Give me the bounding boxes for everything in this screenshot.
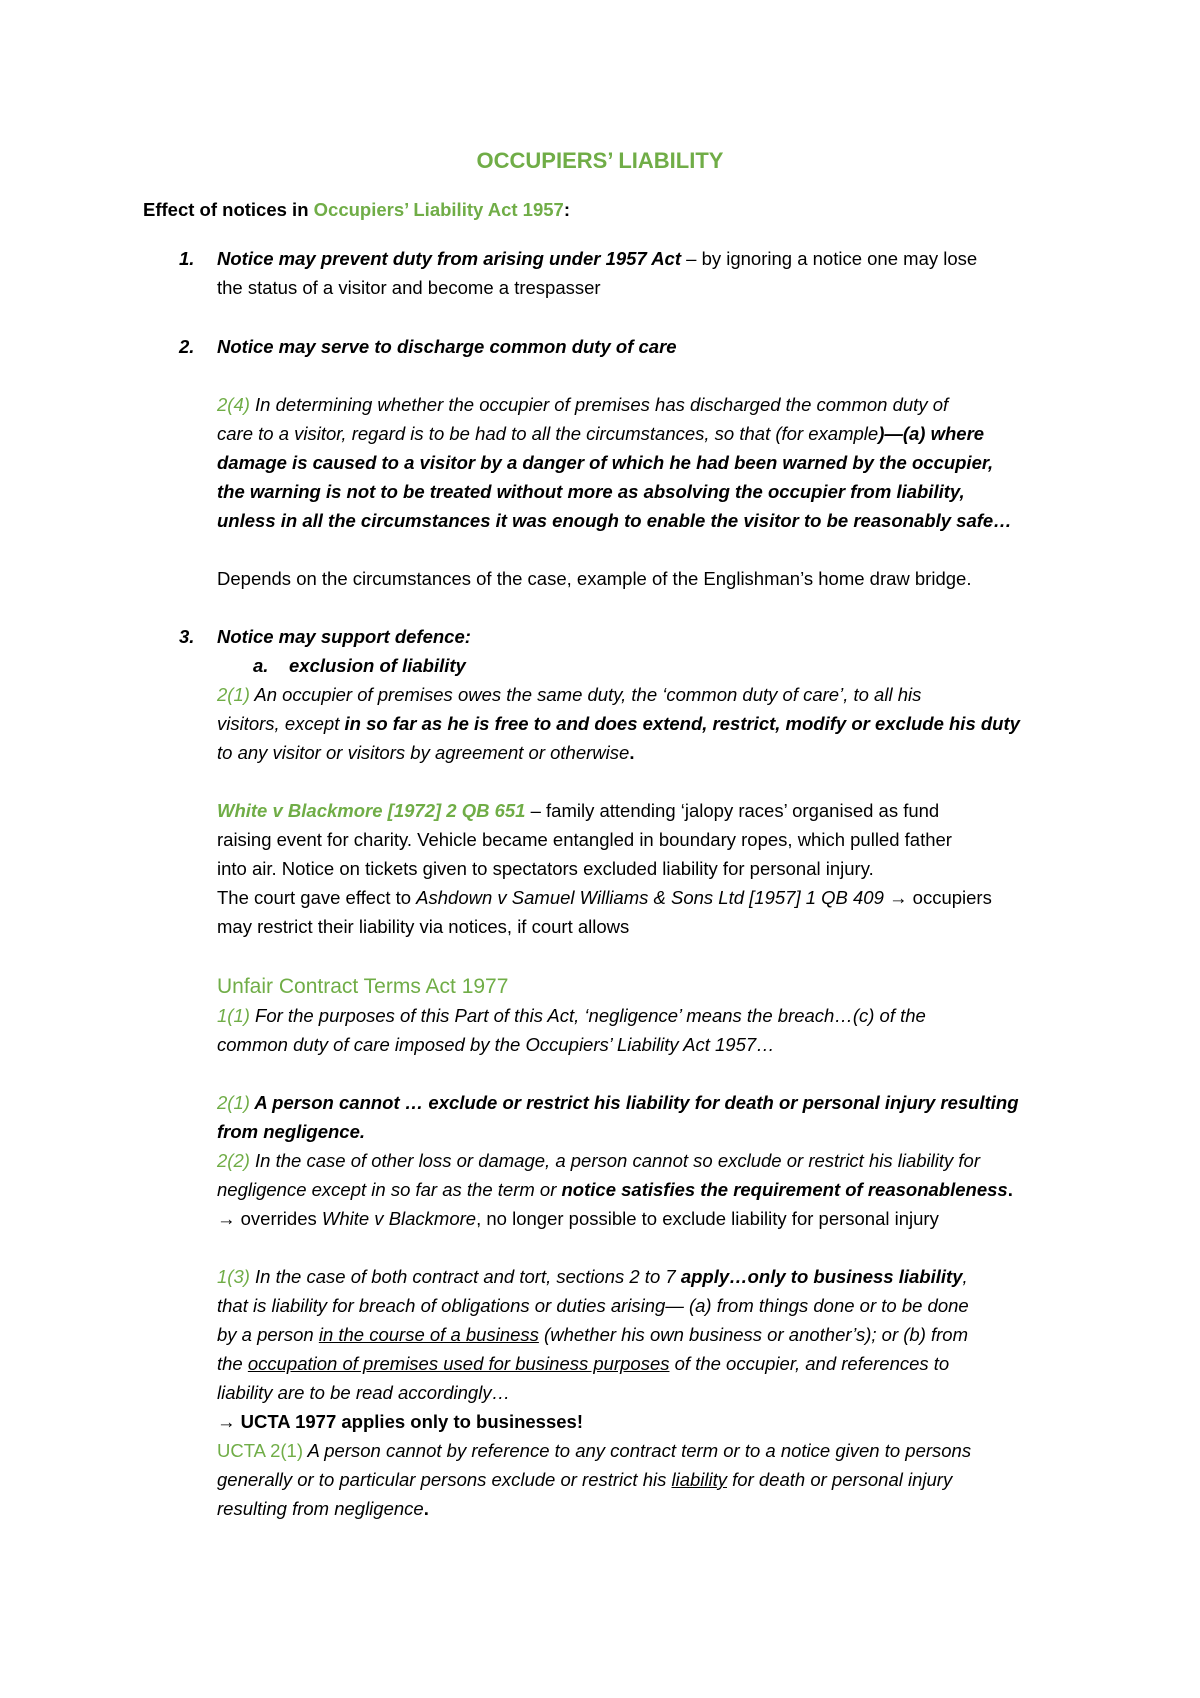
s2-4-text2a: care to a visitor, regard is to be had to all the circumstances, so that (for example — [217, 423, 879, 444]
s2-1-text1: An occupier of premises owes the same duty, the ‘common duty of care’, to all his — [249, 684, 922, 705]
ucta-2-1-line1 — [217, 1091, 1019, 1115]
ucta-21-text2a: generally or to particular persons exclude or restrict his — [217, 1469, 672, 1490]
ucta-1-3-line5: liability are to be read accordingly… — [217, 1382, 511, 1403]
ucta-2-1-ref: 2(1) — [217, 1092, 250, 1113]
s2-1-text2a: visitors, except — [217, 713, 345, 734]
case-line4 — [217, 886, 992, 910]
ucta-2-2-line1 — [217, 1149, 980, 1173]
ucta-1-3-text4a: the — [217, 1353, 248, 1374]
intro-suffix: : — [563, 199, 571, 220]
ucta-2-1-line2: from negligence. — [217, 1121, 366, 1142]
s2-1-text3-end: . — [629, 742, 635, 763]
case-text4c: → occupiers — [883, 887, 992, 908]
ucta-1-1-ref: 1(1) — [217, 1005, 250, 1026]
item1-heading: Notice may prevent duty from arising under 1957 Act — [217, 248, 681, 269]
ucta-1-3-line4 — [217, 1352, 949, 1376]
s2-1-line2 — [217, 712, 1020, 736]
applies-line: → UCTA 1977 applies only to businesses! — [217, 1411, 583, 1432]
s2-4-line3: damage is caused to a visitor by a danger of which he had been warned by the occupier, — [217, 452, 994, 473]
ucta-1-3-text4c: of the occupier, and references to — [669, 1353, 950, 1374]
case-name: White v Blackmore [1972] 2 QB 651 — [217, 800, 526, 821]
s2-1-line1 — [217, 683, 921, 707]
ucta-21-text3: resulting from negligence — [217, 1498, 424, 1519]
overrides-line — [217, 1207, 939, 1231]
ucta-1-3-line3 — [217, 1323, 968, 1347]
s2-4-line4: the warning is not to be treated without more as absolving the occupier from liability, — [217, 481, 965, 502]
item1-line1 — [217, 247, 977, 271]
item3-number: 3. — [179, 626, 195, 647]
item1-text: – by ignoring a notice one may lose — [681, 248, 978, 269]
ucta-1-3-text3b: in the course of a business — [318, 1324, 539, 1345]
ucta-2-2-ref: 2(2) — [217, 1150, 250, 1171]
intro-line — [143, 198, 570, 222]
ucta-21-text3-end: . — [423, 1498, 429, 1519]
item3-heading: Notice may support defence: — [217, 626, 471, 647]
intro-act: Occupiers’ Liability Act 1957 — [313, 199, 564, 220]
s2-4-line1 — [217, 393, 948, 417]
ucta-2-1-text1: A person cannot … exclude or restrict his liability for death or personal injury resulting — [249, 1092, 1019, 1113]
item3a-text: exclusion of liability — [289, 655, 466, 676]
case-text1: – family attending ‘jalopy races’ organised as fund — [525, 800, 940, 821]
ucta-21-text2b: liability — [671, 1469, 728, 1490]
ucta-2-2-text2c: . — [1007, 1179, 1013, 1200]
ucta-21-text2c: for death or personal injury — [727, 1469, 953, 1490]
case-line3: into air. Notice on tickets given to spectators excluded liability for personal injury. — [217, 858, 874, 879]
ucta-1-3-text4b: occupation of premises used for business purposes — [247, 1353, 670, 1374]
case-line2: raising event for charity. Vehicle became entangled in boundary ropes, which pulled father — [217, 829, 952, 850]
ucta-21-line3 — [217, 1497, 429, 1521]
ucta-1-3-text1b: apply…only to business liability — [680, 1266, 963, 1287]
s2-1-line3 — [217, 741, 634, 765]
ucta-2-2-text2b: notice satisfies the requirement of reasonableness — [561, 1179, 1008, 1200]
case-text4a: The court gave effect to — [217, 887, 417, 908]
ucta-21-line2 — [217, 1468, 952, 1492]
ucta-1-1-line2: common duty of care imposed by the Occupiers’ Liability Act 1957… — [217, 1034, 775, 1055]
ucta-2-2-text1: In the case of other loss or damage, a person cannot so exclude or restrict his liability for — [249, 1150, 980, 1171]
ucta-1-3-text3c: (whether his own business or another’s); or (b) from — [538, 1324, 969, 1345]
ucta-1-1-text1: For the purposes of this Part of this Act, ‘negligence’ means the breach…(c) of the — [249, 1005, 926, 1026]
s2-1-text2b: in so far as he is free to and does extend, restrict, modify or exclude his duty — [344, 713, 1020, 734]
item2-heading: Notice may serve to discharge common duty of care — [217, 336, 677, 357]
ucta-1-1-line1 — [217, 1004, 926, 1028]
ucta-1-3-text1c: , — [962, 1266, 968, 1287]
ucta-21-line1 — [217, 1439, 971, 1463]
page-title: OCCUPIERS’ LIABILITY — [476, 148, 724, 173]
ucta-1-3-ref: 1(3) — [217, 1266, 250, 1287]
ucta-2-2-text2a: negligence except in so far as the term or — [217, 1179, 562, 1200]
intro-prefix: Effect of notices in — [143, 199, 314, 220]
case-line1 — [217, 799, 939, 823]
s2-1-ref: 2(1) — [217, 684, 250, 705]
ucta-heading: Unfair Contract Terms Act 1977 — [217, 975, 509, 998]
ucta-1-3-line2: that is liability for breach of obligations or duties arising— (a) from things done or to be done — [217, 1295, 969, 1316]
ucta-1-3-text3a: by a person — [217, 1324, 319, 1345]
s2-4-line5: unless in all the circumstances it was enough to enable the visitor to be reasonably safe… — [217, 510, 1012, 531]
s2-1-text3: to any visitor or visitors by agreement or otherwise — [217, 742, 630, 763]
overrides-text-a: → overrides — [217, 1208, 322, 1229]
item1-line2: the status of a visitor and become a trespasser — [217, 277, 601, 298]
item2-number: 2. — [179, 336, 195, 357]
item3a-letter: a. — [253, 655, 269, 676]
ucta-1-3-line1 — [217, 1265, 968, 1289]
s2-4-line2 — [217, 422, 984, 446]
s2-4-ref: 2(4) — [217, 394, 250, 415]
ashdown-case: Ashdown v Samuel Williams & Sons Ltd [1957] 1 QB 409 — [416, 887, 884, 908]
item2-note: Depends on the circumstances of the case, example of the Englishman’s home draw bridge. — [217, 568, 972, 589]
ucta-1-3-text1a: In the case of both contract and tort, sections 2 to 7 — [249, 1266, 681, 1287]
ucta-2-2-line2 — [217, 1178, 1013, 1202]
overrides-case: White v Blackmore — [321, 1208, 477, 1229]
item1-number: 1. — [179, 248, 195, 269]
s2-4-text2b: )—(a) where — [878, 423, 985, 444]
overrides-text-c: , no longer possible to exclude liability for personal injury — [476, 1208, 939, 1229]
ucta-21-ref: UCTA 2(1) — [217, 1440, 304, 1461]
case-line5: may restrict their liability via notices, if court allows — [217, 916, 630, 937]
ucta-21-text1: A person cannot by reference to any contract term or to a notice given to persons — [303, 1440, 972, 1461]
s2-4-text1: In determining whether the occupier of premises has discharged the common duty of — [249, 394, 949, 415]
